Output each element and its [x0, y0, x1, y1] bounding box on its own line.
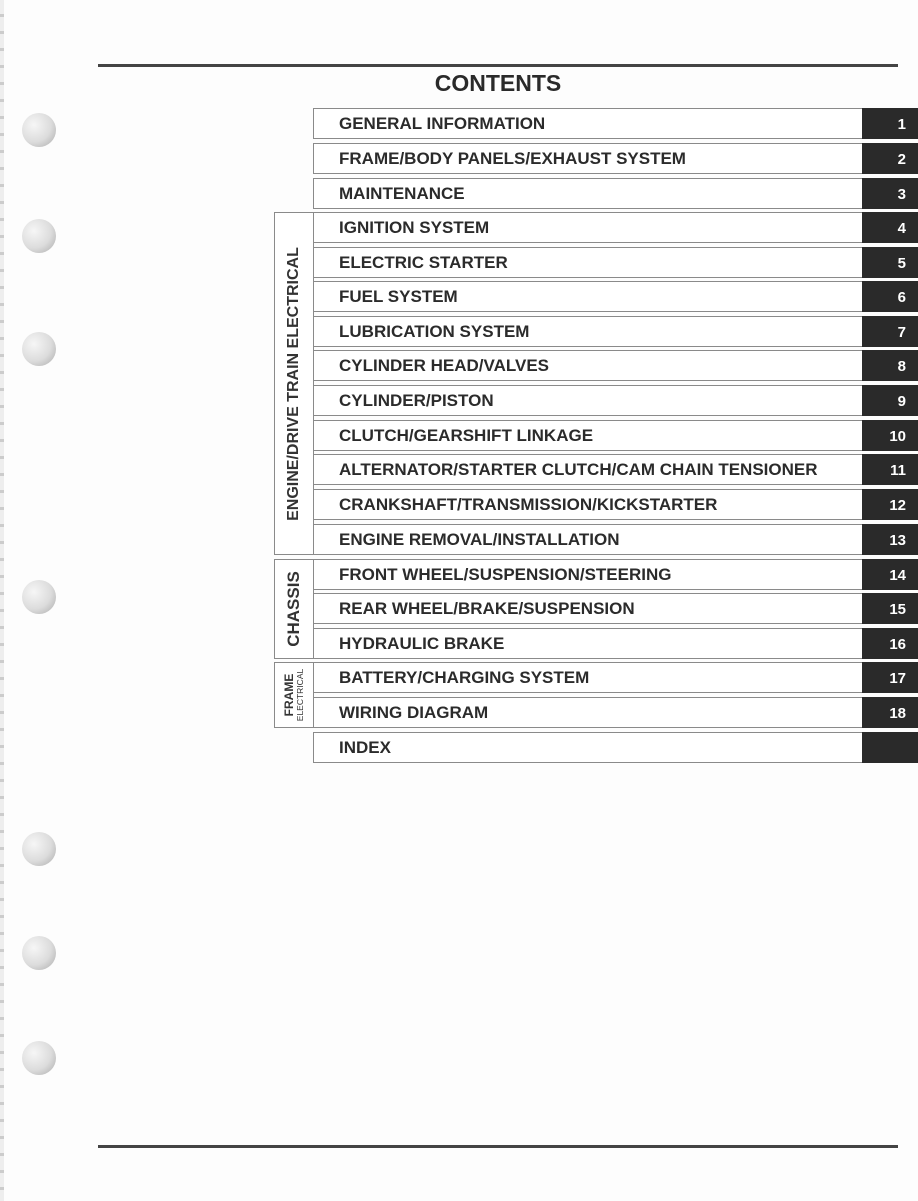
section-tab[interactable] [862, 385, 918, 416]
section-number: 13 [889, 532, 906, 549]
section-label: ENGINE REMOVAL/INSTALLATION [339, 530, 620, 549]
section-row[interactable] [313, 247, 918, 278]
section-number: 2 [897, 151, 906, 168]
section-tab[interactable] [862, 108, 918, 139]
section-row[interactable] [313, 212, 918, 243]
group-label [283, 669, 305, 721]
binder-hole-icon [22, 219, 56, 253]
section-tab[interactable] [862, 524, 918, 555]
section-label: BATTERY/CHARGING SYSTEM [339, 668, 590, 687]
section-number: 16 [889, 636, 906, 653]
section-number: 7 [897, 324, 906, 341]
section-number: 10 [889, 428, 906, 445]
binder-hole-icon [22, 113, 56, 147]
group-engine [274, 212, 314, 555]
binder-hole-icon [22, 332, 56, 366]
page-title: CONTENTS [434, 70, 562, 96]
section-tab[interactable] [862, 178, 918, 209]
section-number: 11 [890, 462, 906, 479]
section-tab[interactable] [862, 662, 918, 693]
section-tab[interactable] [862, 489, 918, 520]
section-row[interactable] [313, 420, 918, 451]
section-label: REAR WHEEL/BRAKE/SUSPENSION [339, 599, 635, 618]
section-label: ALTERNATOR/STARTER CLUTCH/CAM CHAIN TENSIONER [339, 460, 818, 479]
section-tab[interactable] [862, 316, 918, 347]
section-label: CRANKSHAFT/TRANSMISSION/KICKSTARTER [339, 495, 718, 514]
section-number: 5 [897, 255, 906, 272]
section-tab[interactable] [862, 628, 918, 659]
section-label: CLUTCH/GEARSHIFT LINKAGE [339, 426, 594, 445]
group-label-main: FRAME [282, 673, 296, 717]
section-tab[interactable] [862, 350, 918, 381]
top-rule [98, 64, 898, 67]
section-label: HYDRAULIC BRAKE [339, 634, 505, 653]
section-row[interactable] [313, 454, 918, 485]
section-row[interactable] [313, 350, 918, 381]
section-label: MAINTENANCE [339, 184, 465, 203]
section-number: 4 [897, 220, 906, 237]
section-row[interactable] [313, 178, 918, 209]
section-row[interactable] [313, 143, 918, 174]
section-row[interactable] [313, 489, 918, 520]
section-row[interactable] [313, 628, 918, 659]
section-label: INDEX [339, 738, 391, 757]
section-number: 8 [897, 358, 906, 375]
group-label: ENGINE/DRIVE TRAIN ELECTRICAL [285, 246, 302, 521]
group-label-sub: ELECTRICAL [295, 668, 305, 722]
section-label: FRONT WHEEL/SUSPENSION/STEERING [339, 565, 672, 584]
section-number: 3 [897, 186, 906, 203]
section-label: GENERAL INFORMATION [339, 114, 546, 133]
section-number: 14 [889, 567, 906, 584]
section-number: 9 [897, 393, 906, 410]
section-row[interactable] [313, 662, 918, 693]
section-tab[interactable] [862, 247, 918, 278]
section-tab[interactable] [862, 281, 918, 312]
section-tab[interactable] [862, 143, 918, 174]
section-label: CYLINDER/PISTON [339, 391, 494, 410]
section-label: ELECTRIC STARTER [339, 253, 508, 272]
section-tab[interactable] [862, 697, 918, 728]
binder-hole-icon [22, 832, 56, 866]
bottom-rule [98, 1145, 898, 1148]
section-row[interactable] [313, 385, 918, 416]
section-number: 1 [897, 116, 906, 133]
binder-hole-icon [22, 580, 56, 614]
section-row[interactable] [313, 559, 918, 590]
section-label: CYLINDER HEAD/VALVES [339, 356, 550, 375]
section-number: 17 [889, 670, 906, 687]
binder-hole-icon [22, 936, 56, 970]
section-row[interactable] [313, 281, 918, 312]
section-label: IGNITION SYSTEM [339, 218, 490, 237]
section-tab[interactable] [862, 454, 918, 485]
section-number: 12 [889, 497, 906, 514]
section-tab[interactable] [862, 593, 918, 624]
group-label: CHASSIS [284, 571, 303, 647]
section-number: 18 [889, 705, 906, 722]
binder-hole-icon [22, 1041, 56, 1075]
section-number: 6 [897, 289, 906, 306]
section-tab[interactable] [862, 732, 918, 763]
section-label: FRAME/BODY PANELS/EXHAUST SYSTEM [339, 149, 686, 168]
section-label: WIRING DIAGRAM [339, 703, 489, 722]
section-label: FUEL SYSTEM [339, 287, 458, 306]
section-row[interactable] [313, 697, 918, 728]
group-chassis [274, 559, 314, 659]
section-tab[interactable] [862, 212, 918, 243]
section-row[interactable] [313, 593, 918, 624]
section-row-index[interactable] [313, 732, 918, 763]
section-number: 15 [889, 601, 906, 618]
section-label: LUBRICATION SYSTEM [339, 322, 530, 341]
page-edge [0, 0, 4, 1201]
section-row[interactable] [313, 524, 918, 555]
group-frame-electrical [274, 662, 314, 728]
section-tab[interactable] [862, 559, 918, 590]
section-row[interactable] [313, 108, 918, 139]
section-tab[interactable] [862, 420, 918, 451]
section-row[interactable] [313, 316, 918, 347]
